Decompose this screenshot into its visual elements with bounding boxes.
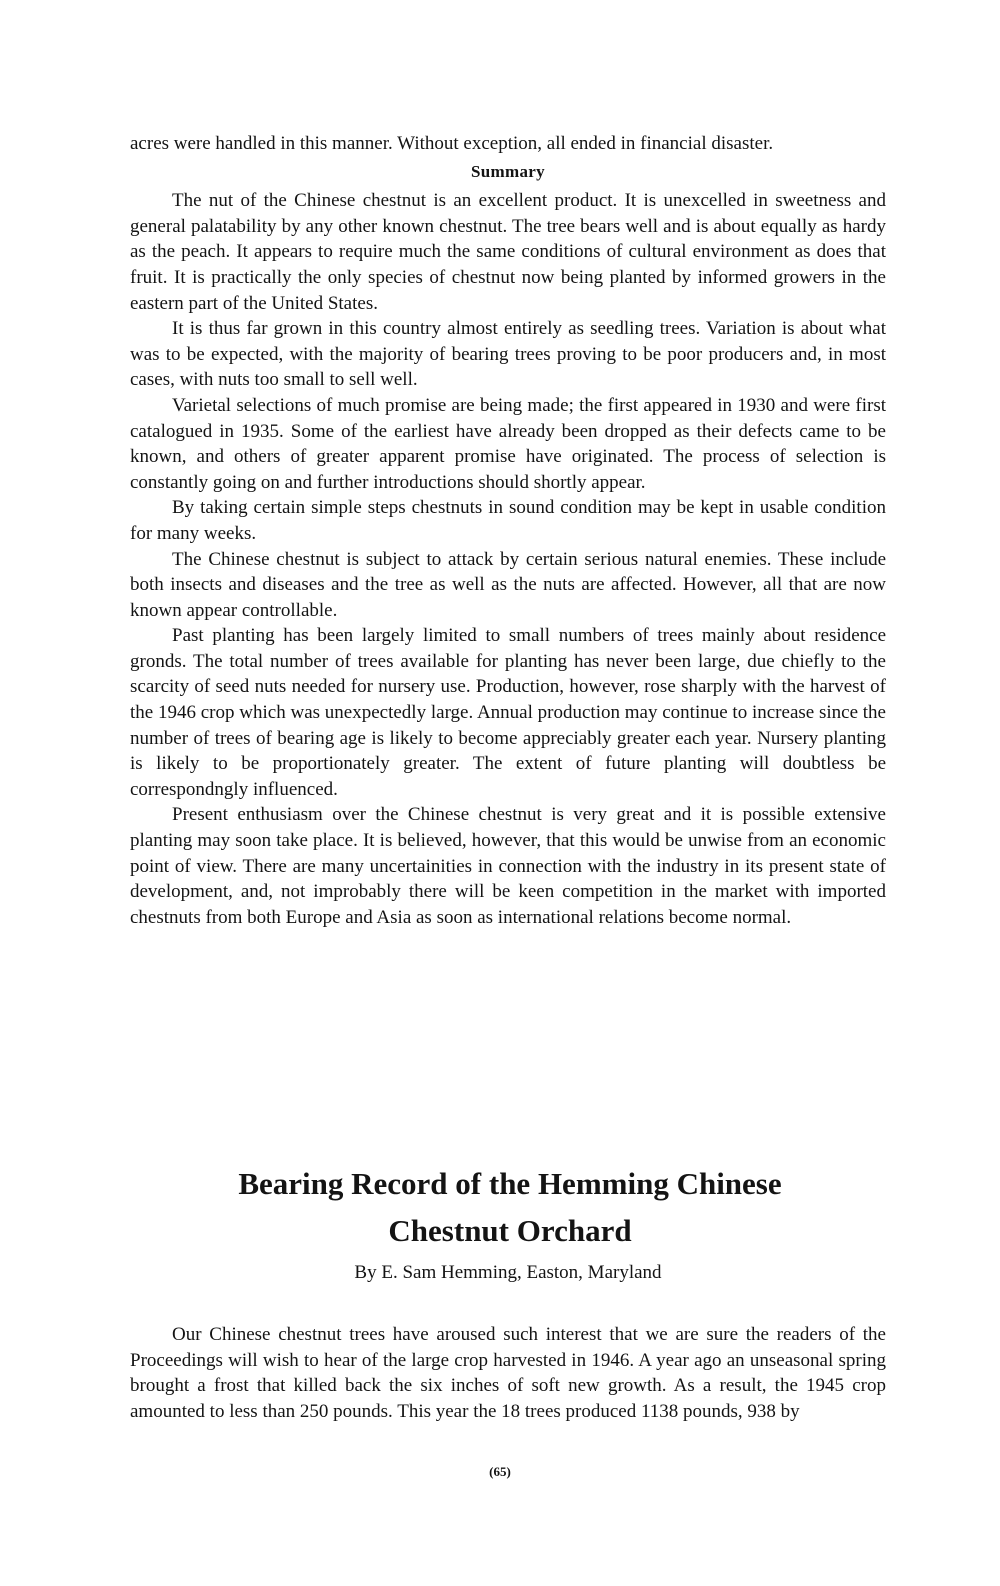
summary-paragraph-1: The nut of the Chinese chestnut is an excellent product. It is unexcelled in sweetness and general palatability by any other known chestnut. The tree bears well and is about equally as hardy as the peach. It appears to require much the same conditions of cultural environment as does that fruit. It is practically the only species of chestnut now being planted by informed growers in the eastern part of the United States.: [130, 190, 886, 314]
page-number: (65): [489, 1464, 511, 1479]
article-title: Bearing Record of the Hemming Chinese Chestnut Orchard: [238, 1166, 782, 1248]
carryover-paragraph: acres were handled in this manner. Without exception, all ended in financial disaster.: [130, 133, 774, 154]
article-byline: By E. Sam Hemming, Easton, Maryland: [354, 1262, 662, 1283]
summary-paragraph-3: Varietal selections of much promise are being made; the first appeared in 1930 and were first catalogued in 1935. Some of the earliest have already been dropped as their defects came to be known, and others of greater apparent promise have originated. The process of selection is constantly going on and further introductions should shortly appear.: [130, 394, 886, 493]
summary-paragraph-6: Past planting has been largely limited to small numbers of trees mainly about residence gronds. The total number of trees available for planting has never been large, due chiefly to the scarcity of seed nuts needed for nursery use. Production, however, rose sharply with the harvest of the 1946 crop which was unexpectedly large. Annual production may continue to increase since the number of trees of bearing age is likely to become appreciably greater each year. Nursery planting is likely to be proportionately greater. The extent of future planting will doubtless be correspondngly influenced.: [130, 625, 886, 800]
summary-paragraph-5: The Chinese chestnut is subject to attack by certain serious natural enemies. These include both insects and diseases and the tree as well as the nuts are affected. However, all that are now known appear controllable.: [130, 548, 886, 621]
summary-section: [130, 131, 886, 930]
summary-heading: Summary: [471, 161, 545, 181]
summary-paragraph-4: By taking certain simple steps chestnuts in sound condition may be kept in usable condition for many weeks.: [130, 497, 886, 544]
article-body: [130, 1322, 886, 1424]
summary-paragraph-2: It is thus far grown in this country almost entirely as seedling trees. Variation is about what was to be expected, with the majority of bearing trees proving to be poor producers and, in most cases, with nuts too small to sell well.: [130, 318, 886, 391]
article-paragraph-1: Our Chinese chestnut trees have aroused such interest that we are sure the readers of the Proceedings will wish to hear of the large crop harvested in 1946. A year ago an unseasonal spring brought a frost that killed back the six inches of soft new growth. As a result, the 1945 crop amounted to less than 250 pounds. This year the 18 trees produced 1138 pounds, 938 by: [130, 1324, 886, 1422]
summary-paragraph-7: Present enthusiasm over the Chinese chestnut is very great and it is possible extensive planting may soon take place. It is believed, however, that this would be unwise from an economic point of view. There are many uncertainities in connection with the industry in its present state of development, and, not improbably there will be keen competition in the market with imported chestnuts from both Europe and Asia as soon as international relations become normal.: [130, 804, 886, 928]
